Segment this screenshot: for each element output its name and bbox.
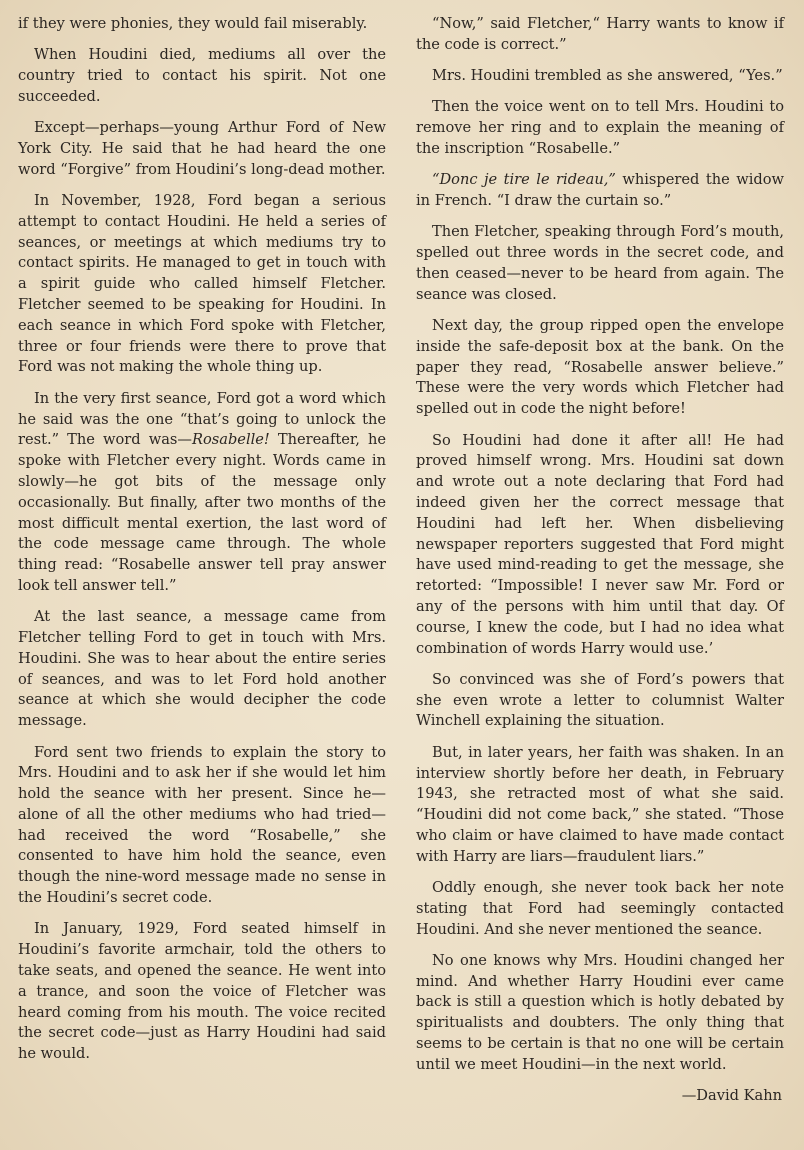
left-column <box>18 14 386 1075</box>
paragraph-text: Thereafter, he spoke with Fletcher every night. Words came in slowly—he got bits of the message only occasionally. But finally, after two months of the most difficult mental exertion, the last word of the code message came through. The whole thing read: “Rosabelle answer tell pray answer look tell answer tell.” <box>18 431 387 594</box>
paragraph: Next day, the group ripped open the envelope inside the safe-deposit box at the bank. On the paper they read, “Rosabelle answer believe.” These were the very words which Fletcher had spelled out in code the night before! <box>416 317 784 418</box>
paragraph: if they were phonies, they would fail miserably. <box>18 15 368 32</box>
emphasis-word: Rosabelle! <box>192 431 270 449</box>
paragraph-text: whispered the widow in French. “I draw the curtain so.” <box>416 171 784 210</box>
paragraph-text: In the very first seance, Ford got a word which he said was the one “that’s going to unlock the rest.” The word was— <box>18 389 386 449</box>
paragraph: Ford sent two friends to explain the story to Mrs. Houdini and to ask her if she would let him hold the seance with her present. Since he—alone of all the other mediums who had tried—had received the word “Rosabelle,” she consented to have him hold the seance, even though the nine-word message made no sense in the Houdini’s secret code. <box>18 743 386 907</box>
author-signature: —David Kahn <box>681 1087 782 1105</box>
paragraph: When Houdini died, mediums all over the country tried to contact his spirit. Not one succeeded. <box>18 46 386 105</box>
paragraph: Then the voice went on to tell Mrs. Houdini to remove her ring and to explain the meaning of the inscription “Rosabelle.” <box>416 98 784 157</box>
paragraph: Mrs. Houdini trembled as she answered, “Yes.” <box>432 67 783 85</box>
paragraph: In January, 1929, Ford seated himself in Houdini’s favorite armchair, told the others to take seats, and opened the seance. He went into a trance, and soon the voice of Fletcher was heard coming from his mouth. The voice recited the secret code—just as Harry Houdini had said he would. <box>18 920 386 1063</box>
paragraph: Then Fletcher, speaking through Ford’s mouth, spelled out three words in the secret code, and then ceased—never to be heard from again. The seance was closed. <box>416 223 784 303</box>
paragraph: Oddly enough, she never took back her note stating that Ford had seemingly contacted Houdini. And she never mentioned the seance. <box>416 878 784 938</box>
paragraph: “Now,” said Fletcher,“ Harry wants to know if the code is correct.” <box>416 15 784 53</box>
paragraph: At the last seance, a message came from Fletcher telling Ford to get in touch with Mrs. Houdini. She was to hear about the entire series of seances, and was to let Ford hold another seance at which she would decipher the code message. <box>18 608 386 730</box>
paragraph: So Houdini had done it after all! He had proved himself wrong. Mrs. Houdini sat down and wrote out a note declaring that Ford had indeed given her the correct message that Houdini had left her. When disbelieving newspaper reporters suggested that Ford might have used mind-reading to get the message, she retorted: “Impossible! I never saw Mr. Ford or any of the persons with him until that day. Of course, I knew the code, but I had no idea what combination of words Harry would use.’ <box>416 431 784 657</box>
paragraph: So convinced was she of Ford’s powers that she even wrote a letter to columnist Walter Winchell explaining the situation. <box>416 670 784 730</box>
paragraph: But, in later years, her faith was shaken. In an interview shortly before her death, in February 1943, she retracted most of what she said. “Houdini did not come back,” she stated. “Those who claim or have claimed to have made contact with Harry are liars—fraudulent liars.” <box>416 743 784 865</box>
right-column <box>416 14 784 1117</box>
paragraph: No one knows why Mrs. Houdini changed her mind. And whether Harry Houdini ever came back is still a question which is hotly debated by spiritualists and doubters. The only thing that seems to be certain is that no one will be certain until we meet Houdini—in the next world. <box>416 951 784 1073</box>
paragraph: In November, 1928, Ford began a serious attempt to contact Houdini. He held a series of seances, or meetings at which mediums try to contact spirits. He managed to get in touch with a spirit guide who called himself Fletcher. Fletcher seemed to be speaking for Houdini. In each seance in which Ford spoke with Fletcher, three or four friends were there to prove that Ford was not making the whole thing up. <box>18 192 386 376</box>
paragraph <box>18 389 386 597</box>
emphasis-quote: “Donc je tire le rideau,” <box>432 171 616 189</box>
paragraph: Except—perhaps—young Arthur Ford of New York City. He said that he had heard the one word “Forgive” from Houdini’s long-dead mother. <box>18 119 386 178</box>
paragraph <box>416 170 784 212</box>
